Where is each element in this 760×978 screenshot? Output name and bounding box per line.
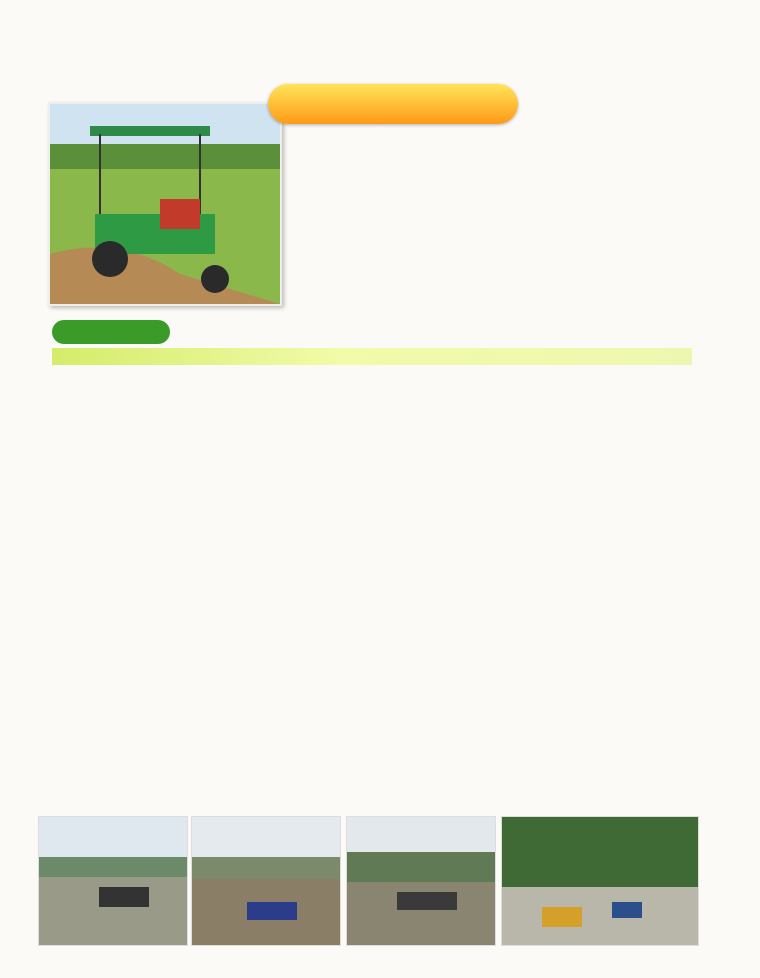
field-photo-4 [501, 816, 699, 946]
spec-row [52, 348, 692, 365]
product-photo [48, 102, 282, 306]
field-photo-2 [191, 816, 341, 946]
spec-table [52, 348, 692, 367]
product-title-banner [268, 84, 518, 124]
section-label-main-params [52, 320, 170, 344]
spec-cn-cell [58, 348, 388, 365]
field-photo-1 [38, 816, 188, 946]
field-photo-3 [346, 816, 496, 946]
